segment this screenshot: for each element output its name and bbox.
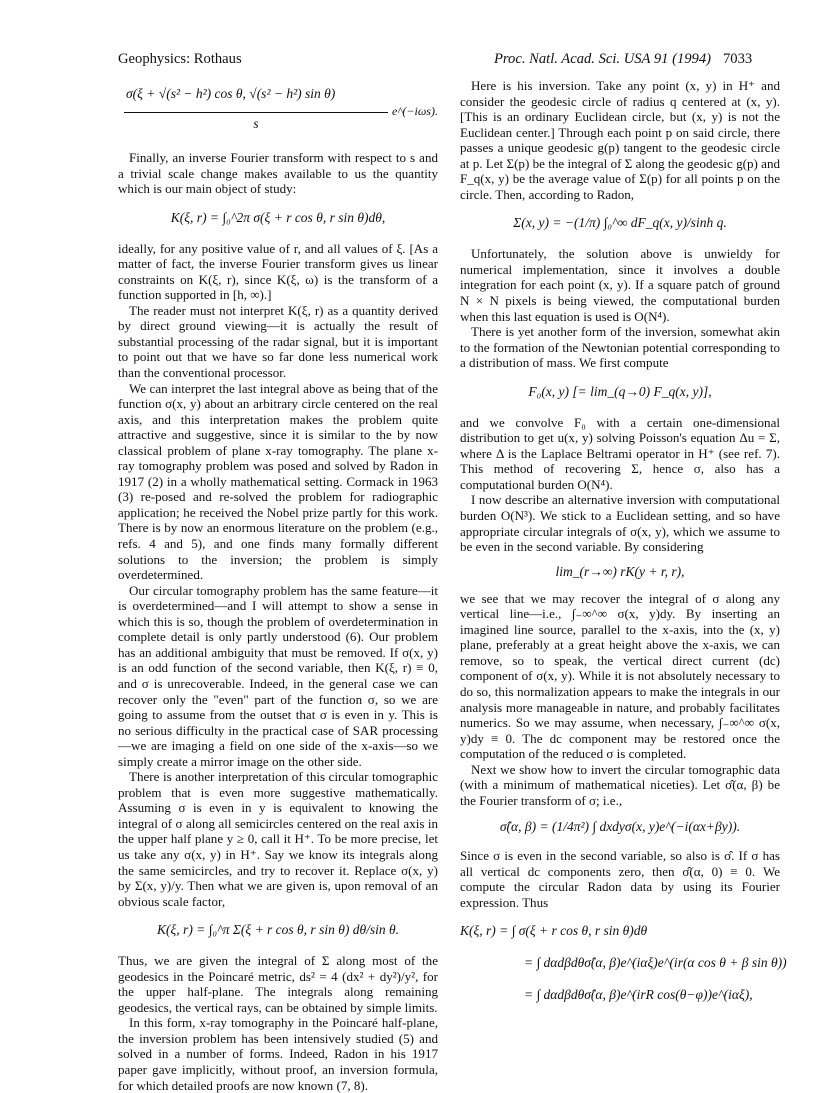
eq-last-line-3: = ∫ dαdβdθσ̂(α, β)e^(irR cos(θ−φ))e^(iαξ),	[524, 986, 753, 1002]
eq-F0-text: F₀(x, y) [= lim_(q→0) F_q(x, y)],	[528, 383, 712, 399]
paragraph-right-1: Here is his inversion. Take any point (x, y) in H⁺ and consider the geodesic circle of radius q centered at (x, y). [This is an ordinary Euclidean circle, but (x, y) is not the Euclidean center.] Through each point p on said circle, there passes a unique geodesic g(p) tangent to the geodesic circle at p. Let Σ(p) be the integral of Σ along the geodesic g(p) and F_q(x, y) be the average value of Σ(p) for all points p on the circle. Then, according to Radon,	[460, 78, 780, 202]
paragraph-right-2: Unfortunately, the solution above is unwieldy for numerical implementation, since it involves a double integration for each point (x, y). If a square patch of ground N × N pixels is being viewed, the computational burden when this last equation is used is O(N⁴).	[460, 246, 780, 324]
eq-transform-denominator: s	[253, 116, 259, 131]
equation-K-geodesic	[118, 909, 438, 953]
eq-K-text: K(ξ, r) = ∫₀^2π σ(ξ + r cos θ, r sin θ)dθ,	[170, 209, 386, 225]
equation-limit	[460, 555, 780, 591]
paragraph-right-8: Since σ is even in the second variable, so also is σ̂. If σ has all vertical dc components zero, then σ̂(α, 0) ≡ 0. We compute the circular Radon data by using its Fourier expression. Thus	[460, 848, 780, 910]
paragraph-left-3: The reader must not interpret K(ξ, r) as a quantity derived by direct ground viewing—it is actually the result of substantial processing of the radar signal, but it is important to point out that we have so far done less numerical work than the conventional processor.	[118, 302, 438, 381]
paragraph-left-1: Finally, an inverse Fourier transform with respect to s and a trivial scale change makes available to us the quantity which is our main object of study:	[118, 150, 438, 197]
equation-fourier	[460, 808, 780, 848]
equation-transform	[118, 78, 438, 140]
paragraph-left-5: Our circular tomography problem has the same feature—it is overdetermined—and I will attempt to show a sense in which this is so, though the problem of overdetermination in complete detail is only partly understood (6). Our problem has an additional ambiguity that must be removed. If σ(x, y) is an odd function of the second variable, then K(ξ, r) ≡ 0, and σ is unrecoverable. Indeed, in the general case we can recover only the "even" part of the function σ, so we are going to assume from the outset that σ is even in y. This is no serious difficulty in the practical case of SAR processing—we are imaging a field on one side of the x-axis—so we simply create a mirror image on the other side.	[118, 582, 438, 769]
running-head-section: Geophysics: Rothaus	[118, 51, 242, 67]
running-head-journal	[494, 50, 752, 68]
paragraph-left-7: Thus, we are given the integral of Σ along most of the geodesics in the Poincaré metric, ds² = 4 (dx² + dy²)/y², for the upper half-plane. The integrals along remaining geodesics, the vertical rays, can be obtained by simple limits.	[118, 953, 438, 1015]
equation-F0	[460, 371, 780, 415]
paragraph-left-4: We can interpret the last integral above as being that of the function σ(x, y) about an arbitrary circle centered on the real axis, and this interpretation makes the problem quite attractive and suggestive, since it is similar to the by now classical problem of plane x-ray tomography. The plane x-ray tomography problem was posed and solved by Radon in 1917 (2) in a wholly mathematical setting. Cormack in 1963 (3) re-posed and re-solved the problem for radiographic application; he received the Nobel prize partly for this work. There is by now an enormous literature on the problem (e.g., refs. 4 and 5), and one finds many formally different solutions to the inversion; the problem is simply overdetermined.	[118, 380, 438, 583]
equation-K	[118, 197, 438, 241]
page-number: 7033	[723, 51, 753, 67]
paragraph-right-6: we see that we may recover the integral of σ along any vertical line—i.e., ∫₋∞^∞ σ(x, y)dy. By inserting an imagined line source, parallel to the x-axis, into the (x, y) plane, preferably at a great height above the x-axis, we can remove, so to speak, the vertical direct current (dc) component of σ(x, y). While it is not absolutely necessary to do so, this normalization appears to make the integrals in our analysis more manageable in nature, and probably facilitates numerics. So we may assume, when necessary, ∫₋∞^∞ σ(x, y)dy ≡ 0. The dc component may be restored once the computation of the reduced σ is completed.	[460, 590, 780, 762]
eq-transform-factor: e^(−iωs).	[392, 104, 438, 118]
paragraph-right-3: There is yet another form of the inversion, somewhat akin to the formation of the Newtonian potential corresponding to a distribution of mass. We first compute	[460, 324, 780, 371]
eq-last-line-1: K(ξ, r) = ∫ σ(ξ + r cos θ, r sin θ)dθ	[460, 922, 648, 938]
paragraph-right-4: and we convolve F₀ with a certain one-dimensional distribution to get u(x, y) solving Poisson's equation Δu = Σ, where Δ is the Laplace Beltrami operator in H⁺ (see ref. 7). This method of recovering Σ, hence σ, also has a computational burden O(N⁴).	[460, 414, 780, 492]
eq-K2-text: K(ξ, r) = ∫₀^π Σ(ξ + r cos θ, r sin θ) dθ/sin θ.	[157, 922, 399, 938]
paragraph-left-8: In this form, x-ray tomography in the Poincaré half-plane, the inversion problem has been intensively studied (5) and solved in a number of forms. Indeed, Radon in his 1917 paper gave implicitly, without proof, an inversion formula, for which detailed proofs are now known (7, 8).	[118, 1015, 438, 1093]
eq-last-line-2: = ∫ dαdβdθσ̂(α, β)e^(iαξ)e^(ir(α cos θ + β sin θ))	[524, 954, 787, 970]
eq-sigma-text: Σ(x, y) = −(1/π) ∫₀^∞ dF_q(x, y)/sinh q.	[513, 215, 727, 231]
eq-lim-text: lim_(r→∞) rK(y + r, r),	[555, 563, 685, 579]
journal-citation: Proc. Natl. Acad. Sci. USA 91 (1994)	[494, 51, 711, 67]
right-column	[460, 78, 787, 1015]
paragraph-right-7: Next we show how to invert the circular tomographic data (with a minimum of mathematical niceties). Let σ̂(α, β) be the Fourier transform of σ; i.e.,	[460, 761, 780, 808]
paragraph-right-5: I now describe an alternative inversion with computational burden O(N³). We stick to a Euclidean setting, and so have appropriate circular integrals of σ(x, y), which we assume to be even in the second variable. By considering	[460, 492, 780, 555]
paragraph-left-2: ideally, for any positive value of r, and all values of ξ. [As a matter of fact, the inverse Fourier transform gives us linear constraints on K(ξ, r), since K(ξ, ω) is the transform of a function supported in [h, ∞).]	[118, 240, 438, 303]
equation-circular-radon	[460, 911, 787, 1015]
equation-radon-inversion	[460, 202, 780, 246]
eq-transform-fraction-bar	[124, 112, 388, 113]
paragraph-left-6: There is another interpretation of this circular tomographic problem that is even more suggestive mathematically. Assuming σ is even in y is equivalent to knowing the integral of σ along all semicircles centered on the real axis in the upper half plane y ≥ 0, call it H⁺. To be more precise, let us take any σ(x, y) in H⁺. Say we know its integrals along the same semicircles, and try to recover it. Replace σ(x, y) by Σ(x, y)/y. Then what we are given is, upon removal of an obvious scale factor,	[118, 769, 438, 909]
eq-transform-numerator: σ(ξ + √(s² − h²) cos θ, √(s² − h²) sin θ)	[126, 86, 336, 101]
eq-hat-text: σ̂(α, β) = (1/4π²) ∫ dxdyσ(x, y)e^(−i(αx+βy)).	[499, 819, 741, 835]
left-column	[118, 78, 438, 1093]
